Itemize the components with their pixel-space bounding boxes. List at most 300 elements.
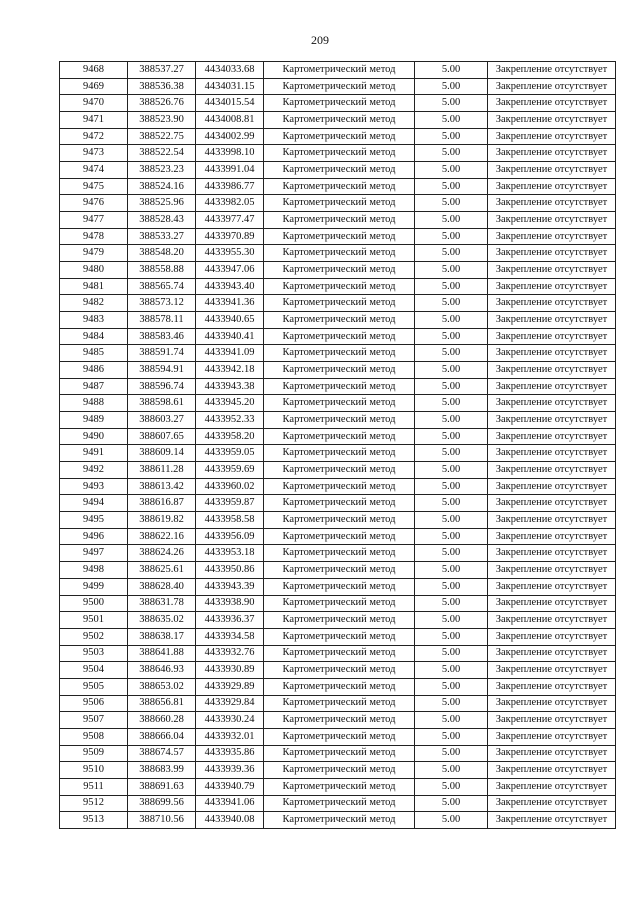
method-cell: Картометрический метод	[264, 128, 415, 145]
fixation-cell: Закрепление отсутствует	[488, 545, 616, 562]
method-cell: Картометрический метод	[264, 412, 415, 429]
fixation-cell: Закрепление отсутствует	[488, 678, 616, 695]
point-number-cell: 9499	[60, 578, 128, 595]
point-number-cell: 9472	[60, 128, 128, 145]
point-number-cell: 9474	[60, 162, 128, 179]
accuracy-cell: 5.00	[415, 145, 488, 162]
y-coordinate-cell: 4433942.18	[196, 362, 264, 379]
coordinates-table-body	[60, 62, 616, 829]
method-cell: Картометрический метод	[264, 212, 415, 229]
x-coordinate-cell: 388641.88	[128, 645, 196, 662]
fixation-cell: Закрепление отсутствует	[488, 62, 616, 79]
table-row	[60, 195, 616, 212]
point-number-cell: 9479	[60, 245, 128, 262]
table-row	[60, 562, 616, 579]
y-coordinate-cell: 4433932.76	[196, 645, 264, 662]
method-cell: Картометрический метод	[264, 612, 415, 629]
accuracy-cell: 5.00	[415, 112, 488, 129]
x-coordinate-cell: 388646.93	[128, 662, 196, 679]
x-coordinate-cell: 388583.46	[128, 328, 196, 345]
table-row	[60, 462, 616, 479]
fixation-cell: Закрепление отсутствует	[488, 645, 616, 662]
point-number-cell: 9494	[60, 495, 128, 512]
point-number-cell: 9508	[60, 728, 128, 745]
x-coordinate-cell: 388526.76	[128, 95, 196, 112]
fixation-cell: Закрепление отсутствует	[488, 195, 616, 212]
table-row	[60, 478, 616, 495]
accuracy-cell: 5.00	[415, 445, 488, 462]
method-cell: Картометрический метод	[264, 278, 415, 295]
table-row	[60, 728, 616, 745]
y-coordinate-cell: 4433991.04	[196, 162, 264, 179]
y-coordinate-cell: 4434002.99	[196, 128, 264, 145]
table-row	[60, 145, 616, 162]
x-coordinate-cell: 388674.57	[128, 745, 196, 762]
method-cell: Картометрический метод	[264, 62, 415, 79]
table-row	[60, 78, 616, 95]
point-number-cell: 9473	[60, 145, 128, 162]
y-coordinate-cell: 4433970.89	[196, 228, 264, 245]
method-cell: Картометрический метод	[264, 528, 415, 545]
fixation-cell: Закрепление отсутствует	[488, 328, 616, 345]
table-row	[60, 495, 616, 512]
table-row	[60, 262, 616, 279]
x-coordinate-cell: 388683.99	[128, 762, 196, 779]
y-coordinate-cell: 4434031.15	[196, 78, 264, 95]
point-number-cell: 9485	[60, 345, 128, 362]
point-number-cell: 9483	[60, 312, 128, 329]
point-number-cell: 9493	[60, 478, 128, 495]
point-number-cell: 9502	[60, 628, 128, 645]
fixation-cell: Закрепление отсутствует	[488, 578, 616, 595]
fixation-cell: Закрепление отсутствует	[488, 228, 616, 245]
accuracy-cell: 5.00	[415, 645, 488, 662]
y-coordinate-cell: 4433943.38	[196, 378, 264, 395]
method-cell: Картометрический метод	[264, 462, 415, 479]
table-row	[60, 778, 616, 795]
y-coordinate-cell: 4434008.81	[196, 112, 264, 129]
method-cell: Картометрический метод	[264, 578, 415, 595]
x-coordinate-cell: 388573.12	[128, 295, 196, 312]
x-coordinate-cell: 388533.27	[128, 228, 196, 245]
table-row	[60, 578, 616, 595]
y-coordinate-cell: 4433940.41	[196, 328, 264, 345]
fixation-cell: Закрепление отсутствует	[488, 495, 616, 512]
x-coordinate-cell: 388625.61	[128, 562, 196, 579]
accuracy-cell: 5.00	[415, 512, 488, 529]
method-cell: Картометрический метод	[264, 478, 415, 495]
method-cell: Картометрический метод	[264, 228, 415, 245]
table-row	[60, 112, 616, 129]
table-row	[60, 62, 616, 79]
point-number-cell: 9505	[60, 678, 128, 695]
y-coordinate-cell: 4433953.18	[196, 545, 264, 562]
x-coordinate-cell: 388598.61	[128, 395, 196, 412]
accuracy-cell: 5.00	[415, 312, 488, 329]
y-coordinate-cell: 4434015.54	[196, 95, 264, 112]
table-row	[60, 312, 616, 329]
accuracy-cell: 5.00	[415, 495, 488, 512]
point-number-cell: 9500	[60, 595, 128, 612]
point-number-cell: 9477	[60, 212, 128, 229]
method-cell: Картометрический метод	[264, 95, 415, 112]
x-coordinate-cell: 388565.74	[128, 278, 196, 295]
y-coordinate-cell: 4433958.20	[196, 428, 264, 445]
table-row	[60, 678, 616, 695]
x-coordinate-cell: 388537.27	[128, 62, 196, 79]
accuracy-cell: 5.00	[415, 78, 488, 95]
accuracy-cell: 5.00	[415, 545, 488, 562]
table-row	[60, 328, 616, 345]
fixation-cell: Закрепление отсутствует	[488, 428, 616, 445]
accuracy-cell: 5.00	[415, 578, 488, 595]
accuracy-cell: 5.00	[415, 378, 488, 395]
fixation-cell: Закрепление отсутствует	[488, 395, 616, 412]
point-number-cell: 9504	[60, 662, 128, 679]
point-number-cell: 9496	[60, 528, 128, 545]
y-coordinate-cell: 4433929.84	[196, 695, 264, 712]
point-number-cell: 9470	[60, 95, 128, 112]
x-coordinate-cell: 388660.28	[128, 712, 196, 729]
x-coordinate-cell: 388613.42	[128, 478, 196, 495]
y-coordinate-cell: 4433939.36	[196, 762, 264, 779]
accuracy-cell: 5.00	[415, 228, 488, 245]
method-cell: Картометрический метод	[264, 645, 415, 662]
y-coordinate-cell: 4433955.30	[196, 245, 264, 262]
y-coordinate-cell: 4433930.24	[196, 712, 264, 729]
fixation-cell: Закрепление отсутствует	[488, 212, 616, 229]
fixation-cell: Закрепление отсутствует	[488, 128, 616, 145]
x-coordinate-cell: 388548.20	[128, 245, 196, 262]
y-coordinate-cell: 4433960.02	[196, 478, 264, 495]
x-coordinate-cell: 388691.63	[128, 778, 196, 795]
x-coordinate-cell: 388666.04	[128, 728, 196, 745]
accuracy-cell: 5.00	[415, 778, 488, 795]
method-cell: Картометрический метод	[264, 178, 415, 195]
point-number-cell: 9512	[60, 795, 128, 812]
coordinates-table	[59, 61, 616, 829]
y-coordinate-cell: 4433977.47	[196, 212, 264, 229]
accuracy-cell: 5.00	[415, 162, 488, 179]
fixation-cell: Закрепление отсутствует	[488, 178, 616, 195]
point-number-cell: 9486	[60, 362, 128, 379]
accuracy-cell: 5.00	[415, 362, 488, 379]
fixation-cell: Закрепление отсутствует	[488, 445, 616, 462]
method-cell: Картометрический метод	[264, 712, 415, 729]
y-coordinate-cell: 4433982.05	[196, 195, 264, 212]
accuracy-cell: 5.00	[415, 95, 488, 112]
table-row	[60, 428, 616, 445]
point-number-cell: 9495	[60, 512, 128, 529]
x-coordinate-cell: 388609.14	[128, 445, 196, 462]
fixation-cell: Закрепление отсутствует	[488, 112, 616, 129]
table-row	[60, 395, 616, 412]
point-number-cell: 9489	[60, 412, 128, 429]
accuracy-cell: 5.00	[415, 345, 488, 362]
x-coordinate-cell: 388631.78	[128, 595, 196, 612]
method-cell: Картометрический метод	[264, 245, 415, 262]
table-row	[60, 628, 616, 645]
method-cell: Картометрический метод	[264, 745, 415, 762]
fixation-cell: Закрепление отсутствует	[488, 362, 616, 379]
x-coordinate-cell: 388528.43	[128, 212, 196, 229]
y-coordinate-cell: 4433940.79	[196, 778, 264, 795]
point-number-cell: 9491	[60, 445, 128, 462]
point-number-cell: 9482	[60, 295, 128, 312]
accuracy-cell: 5.00	[415, 328, 488, 345]
fixation-cell: Закрепление отсутствует	[488, 745, 616, 762]
fixation-cell: Закрепление отсутствует	[488, 295, 616, 312]
fixation-cell: Закрепление отсутствует	[488, 378, 616, 395]
method-cell: Картометрический метод	[264, 78, 415, 95]
accuracy-cell: 5.00	[415, 528, 488, 545]
y-coordinate-cell: 4433943.39	[196, 578, 264, 595]
point-number-cell: 9468	[60, 62, 128, 79]
method-cell: Картометрический метод	[264, 428, 415, 445]
y-coordinate-cell: 4433986.77	[196, 178, 264, 195]
table-row	[60, 412, 616, 429]
y-coordinate-cell: 4433935.86	[196, 745, 264, 762]
accuracy-cell: 5.00	[415, 762, 488, 779]
method-cell: Картометрический метод	[264, 778, 415, 795]
x-coordinate-cell: 388594.91	[128, 362, 196, 379]
method-cell: Картометрический метод	[264, 112, 415, 129]
y-coordinate-cell: 4434033.68	[196, 62, 264, 79]
table-row	[60, 345, 616, 362]
fixation-cell: Закрепление отсутствует	[488, 95, 616, 112]
accuracy-cell: 5.00	[415, 395, 488, 412]
method-cell: Картометрический метод	[264, 628, 415, 645]
x-coordinate-cell: 388523.23	[128, 162, 196, 179]
point-number-cell: 9484	[60, 328, 128, 345]
y-coordinate-cell: 4433938.90	[196, 595, 264, 612]
x-coordinate-cell: 388616.87	[128, 495, 196, 512]
table-row	[60, 812, 616, 829]
accuracy-cell: 5.00	[415, 478, 488, 495]
method-cell: Картометрический метод	[264, 445, 415, 462]
x-coordinate-cell: 388699.56	[128, 795, 196, 812]
y-coordinate-cell: 4433959.87	[196, 495, 264, 512]
point-number-cell: 9510	[60, 762, 128, 779]
accuracy-cell: 5.00	[415, 745, 488, 762]
fixation-cell: Закрепление отсутствует	[488, 278, 616, 295]
table-row	[60, 278, 616, 295]
x-coordinate-cell: 388522.75	[128, 128, 196, 145]
accuracy-cell: 5.00	[415, 428, 488, 445]
x-coordinate-cell: 388628.40	[128, 578, 196, 595]
point-number-cell: 9503	[60, 645, 128, 662]
table-row	[60, 695, 616, 712]
accuracy-cell: 5.00	[415, 795, 488, 812]
point-number-cell: 9487	[60, 378, 128, 395]
method-cell: Картометрический метод	[264, 312, 415, 329]
x-coordinate-cell: 388536.38	[128, 78, 196, 95]
accuracy-cell: 5.00	[415, 278, 488, 295]
x-coordinate-cell: 388619.82	[128, 512, 196, 529]
x-coordinate-cell: 388635.02	[128, 612, 196, 629]
y-coordinate-cell: 4433941.09	[196, 345, 264, 362]
accuracy-cell: 5.00	[415, 212, 488, 229]
x-coordinate-cell: 388656.81	[128, 695, 196, 712]
fixation-cell: Закрепление отсутствует	[488, 345, 616, 362]
fixation-cell: Закрепление отсутствует	[488, 778, 616, 795]
y-coordinate-cell: 4433945.20	[196, 395, 264, 412]
fixation-cell: Закрепление отсутствует	[488, 595, 616, 612]
point-number-cell: 9492	[60, 462, 128, 479]
table-row	[60, 712, 616, 729]
table-row	[60, 745, 616, 762]
fixation-cell: Закрепление отсутствует	[488, 728, 616, 745]
table-row	[60, 545, 616, 562]
fixation-cell: Закрепление отсутствует	[488, 478, 616, 495]
table-row	[60, 662, 616, 679]
method-cell: Картометрический метод	[264, 762, 415, 779]
point-number-cell: 9469	[60, 78, 128, 95]
y-coordinate-cell: 4433941.36	[196, 295, 264, 312]
point-number-cell: 9511	[60, 778, 128, 795]
y-coordinate-cell: 4433998.10	[196, 145, 264, 162]
accuracy-cell: 5.00	[415, 595, 488, 612]
accuracy-cell: 5.00	[415, 662, 488, 679]
point-number-cell: 9507	[60, 712, 128, 729]
accuracy-cell: 5.00	[415, 412, 488, 429]
fixation-cell: Закрепление отсутствует	[488, 528, 616, 545]
point-number-cell: 9481	[60, 278, 128, 295]
y-coordinate-cell: 4433947.06	[196, 262, 264, 279]
x-coordinate-cell: 388624.26	[128, 545, 196, 562]
table-row	[60, 512, 616, 529]
accuracy-cell: 5.00	[415, 812, 488, 829]
x-coordinate-cell: 388522.54	[128, 145, 196, 162]
table-row	[60, 378, 616, 395]
method-cell: Картометрический метод	[264, 512, 415, 529]
x-coordinate-cell: 388578.11	[128, 312, 196, 329]
fixation-cell: Закрепление отсутствует	[488, 628, 616, 645]
y-coordinate-cell: 4433958.58	[196, 512, 264, 529]
point-number-cell: 9478	[60, 228, 128, 245]
method-cell: Картометрический метод	[264, 728, 415, 745]
x-coordinate-cell: 388653.02	[128, 678, 196, 695]
y-coordinate-cell: 4433943.40	[196, 278, 264, 295]
x-coordinate-cell: 388710.56	[128, 812, 196, 829]
accuracy-cell: 5.00	[415, 62, 488, 79]
fixation-cell: Закрепление отсутствует	[488, 145, 616, 162]
y-coordinate-cell: 4433941.06	[196, 795, 264, 812]
x-coordinate-cell: 388523.90	[128, 112, 196, 129]
table-row	[60, 595, 616, 612]
point-number-cell: 9490	[60, 428, 128, 445]
page-number: 209	[311, 33, 329, 47]
table-row	[60, 795, 616, 812]
method-cell: Картометрический метод	[264, 678, 415, 695]
fixation-cell: Закрепление отсутствует	[488, 662, 616, 679]
fixation-cell: Закрепление отсутствует	[488, 612, 616, 629]
accuracy-cell: 5.00	[415, 178, 488, 195]
accuracy-cell: 5.00	[415, 728, 488, 745]
method-cell: Картометрический метод	[264, 795, 415, 812]
table-row	[60, 528, 616, 545]
method-cell: Картометрический метод	[264, 662, 415, 679]
method-cell: Картометрический метод	[264, 295, 415, 312]
table-row	[60, 162, 616, 179]
method-cell: Картометрический метод	[264, 195, 415, 212]
y-coordinate-cell: 4433959.05	[196, 445, 264, 462]
fixation-cell: Закрепление отсутствует	[488, 162, 616, 179]
point-number-cell: 9488	[60, 395, 128, 412]
fixation-cell: Закрепление отсутствует	[488, 812, 616, 829]
method-cell: Картометрический метод	[264, 495, 415, 512]
x-coordinate-cell: 388596.74	[128, 378, 196, 395]
fixation-cell: Закрепление отсутствует	[488, 795, 616, 812]
fixation-cell: Закрепление отсутствует	[488, 762, 616, 779]
fixation-cell: Закрепление отсутствует	[488, 412, 616, 429]
y-coordinate-cell: 4433940.65	[196, 312, 264, 329]
y-coordinate-cell: 4433932.01	[196, 728, 264, 745]
x-coordinate-cell: 388603.27	[128, 412, 196, 429]
accuracy-cell: 5.00	[415, 678, 488, 695]
accuracy-cell: 5.00	[415, 295, 488, 312]
point-number-cell: 9501	[60, 612, 128, 629]
x-coordinate-cell: 388525.96	[128, 195, 196, 212]
accuracy-cell: 5.00	[415, 262, 488, 279]
x-coordinate-cell: 388607.65	[128, 428, 196, 445]
table-row	[60, 762, 616, 779]
fixation-cell: Закрепление отсутствует	[488, 262, 616, 279]
point-number-cell: 9476	[60, 195, 128, 212]
point-number-cell: 9475	[60, 178, 128, 195]
point-number-cell: 9506	[60, 695, 128, 712]
point-number-cell: 9471	[60, 112, 128, 129]
point-number-cell: 9498	[60, 562, 128, 579]
table-row	[60, 445, 616, 462]
point-number-cell: 9497	[60, 545, 128, 562]
table-row	[60, 295, 616, 312]
fixation-cell: Закрепление отсутствует	[488, 245, 616, 262]
x-coordinate-cell: 388558.88	[128, 262, 196, 279]
accuracy-cell: 5.00	[415, 195, 488, 212]
fixation-cell: Закрепление отсутствует	[488, 695, 616, 712]
accuracy-cell: 5.00	[415, 128, 488, 145]
method-cell: Картометрический метод	[264, 145, 415, 162]
y-coordinate-cell: 4433940.08	[196, 812, 264, 829]
table-row	[60, 128, 616, 145]
fixation-cell: Закрепление отсутствует	[488, 78, 616, 95]
y-coordinate-cell: 4433929.89	[196, 678, 264, 695]
accuracy-cell: 5.00	[415, 562, 488, 579]
x-coordinate-cell: 388622.16	[128, 528, 196, 545]
method-cell: Картометрический метод	[264, 362, 415, 379]
fixation-cell: Закрепление отсутствует	[488, 312, 616, 329]
point-number-cell: 9480	[60, 262, 128, 279]
accuracy-cell: 5.00	[415, 462, 488, 479]
fixation-cell: Закрепление отсутствует	[488, 562, 616, 579]
table-row	[60, 178, 616, 195]
table-row	[60, 212, 616, 229]
table-row	[60, 95, 616, 112]
fixation-cell: Закрепление отсутствует	[488, 512, 616, 529]
method-cell: Картометрический метод	[264, 695, 415, 712]
x-coordinate-cell: 388524.16	[128, 178, 196, 195]
table-row	[60, 645, 616, 662]
method-cell: Картометрический метод	[264, 562, 415, 579]
y-coordinate-cell: 4433952.33	[196, 412, 264, 429]
table-row	[60, 362, 616, 379]
x-coordinate-cell: 388611.28	[128, 462, 196, 479]
method-cell: Картометрический метод	[264, 262, 415, 279]
x-coordinate-cell: 388638.17	[128, 628, 196, 645]
accuracy-cell: 5.00	[415, 612, 488, 629]
table-row	[60, 245, 616, 262]
